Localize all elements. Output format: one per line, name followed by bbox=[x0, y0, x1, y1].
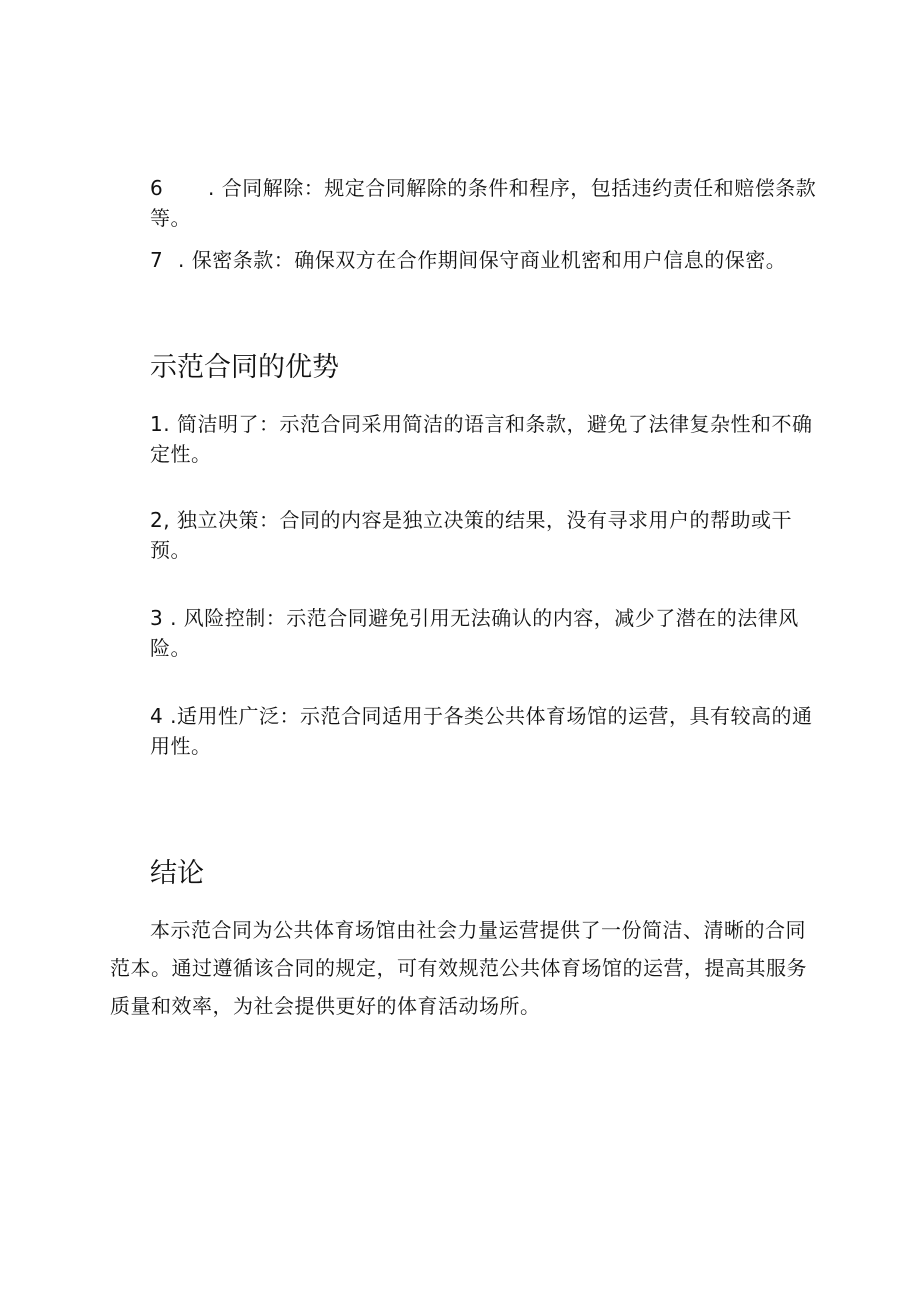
clause-6-text: . 合同解除：规定合同解除的条件和程序，包括违约责任和赔偿条款等。 bbox=[150, 176, 817, 230]
advantages-heading: 示范合同的优势 bbox=[150, 352, 339, 383]
conclusion-body: 本示范合同为公共体育场馆由社会力量运营提供了一份简洁、清晰的合同范本。通过遵循该合同的规定，可有效规范公共体育场馆的运营，提高其服务质量和效率，为社会提供更好的体育活动场所。 bbox=[110, 918, 807, 1018]
advantage-item-2: 2, 独立决策：合同的内容是独立决策的结果，没有寻求用户的帮助或干预。 bbox=[150, 508, 792, 562]
advantage-item-3: 3 . 风险控制：示范合同避免引用无法确认的内容，减少了潜在的法律风险。 bbox=[150, 606, 799, 660]
clause-6-number: 6 bbox=[150, 176, 164, 200]
advantage-item-4: 4 .适用性广泛：示范合同适用于各类公共体育场馆的运营，具有较高的通用性。 bbox=[150, 704, 813, 758]
advantage-item-1: 1. 简洁明了：示范合同采用简洁的语言和条款，避免了法律复杂性和不确定性。 bbox=[150, 412, 813, 466]
clause-6 bbox=[150, 173, 822, 233]
clause-7-number: 7 bbox=[150, 248, 164, 272]
clause-7 bbox=[150, 245, 822, 275]
conclusion-heading: 结论 bbox=[150, 858, 204, 889]
clause-7-text: . 保密条款：确保双方在合作期间保守商业机密和用户信息的保密。 bbox=[178, 248, 787, 272]
